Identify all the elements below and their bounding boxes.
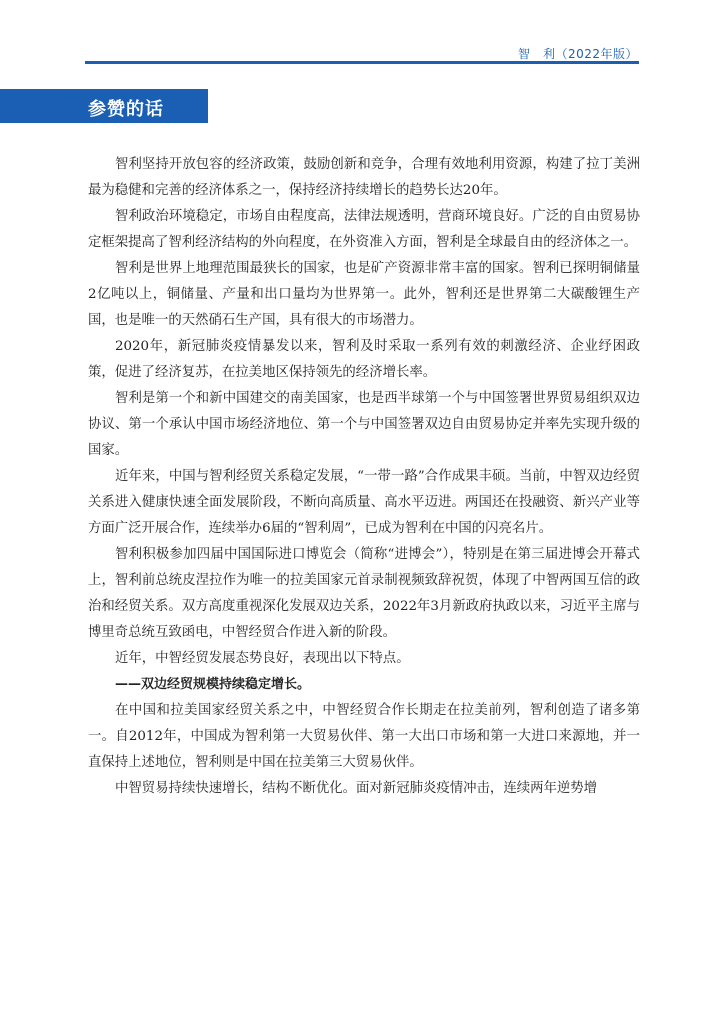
paragraph: 智利坚持开放包容的经济政策，鼓励创新和竞争，合理有效地利用资源，构建了拉丁美洲最为稳健和完善的经济体系之一，保持经济持续增长的趋势长达20年。 bbox=[88, 157, 640, 198]
paragraph: 2020年，新冠肺炎疫情暴发以来，智利及时采取一系列有效的刺激经济、企业纾困政策，促进了经济复苏，在拉美地区保持领先的经济增长率。 bbox=[88, 339, 640, 380]
paragraph: 近年，中智经贸发展态势良好，表现出以下特点。 bbox=[115, 651, 410, 666]
paragraph: 中智贸易持续快速增长，结构不断优化。面对新冠肺炎疫情冲击，连续两年逆势增 bbox=[115, 781, 598, 796]
section-title: 参赞的话 bbox=[88, 99, 164, 120]
paragraph: 智利政治环境稳定，市场自由程度高，法律法规透明，营商环境良好。广泛的自由贸易协定框架提高了智利经济结构的外向程度，在外资准入方面，智利是全球最自由的经济体之一。 bbox=[88, 209, 640, 250]
paragraph: 智利是第一个和新中国建交的南美国家，也是西半球第一个与中国签署世界贸易组织双边协议、第一个承认中国市场经济地位、第一个与中国签署双边自由贸易协定并率先实现升级的国家。 bbox=[88, 391, 640, 458]
paragraph: 智利是世界上地理范围最狭长的国家，也是矿产资源非常丰富的国家。智利已探明铜储量2亿吨以上，铜储量、产量和出口量均为世界第一。此外，智利还是世界第二大碳酸锂生产国，也是唯一的天然硝石生产国，具有很大的市场潜力。 bbox=[88, 261, 640, 328]
body-text bbox=[88, 152, 640, 802]
paragraph: 近年来，中国与智利经贸关系稳定发展，“一带一路”合作成果丰硕。当前，中智双边经贸关系进入健康快速全面发展阶段，不断向高质量、高水平迈进。两国还在投融资、新兴产业等方面广泛开展合作，连续举办6届的“智利周”，已成为智利在中国的闪亮名片。 bbox=[88, 469, 640, 536]
bold-subheading: ——双边经贸规模持续稳定增长。 bbox=[115, 677, 311, 692]
header-rule bbox=[85, 61, 639, 64]
paragraph: 智利积极参加四届中国国际进口博览会（简称“进博会”），特别是在第三届进博会开幕式上，智利前总统皮涅拉作为唯一的拉美国家元首录制视频致辞祝贺，体现了中智两国互信的政治和经贸关系。双方高度重视深化发展双边关系，2022年3月新政府执政以来，习近平主席与博里奇总统互致函电，中智经贸合作进入新的阶段。 bbox=[88, 547, 640, 640]
running-header-title: 智 利（2022年版） bbox=[517, 47, 638, 61]
paragraph: 在中国和拉美国家经贸关系之中，中智经贸合作长期走在拉美前列，智利创造了诸多第一。自2012年，中国成为智利第一大贸易伙伴、第一大出口市场和第一大进口来源地，并一直保持上述地位，智利则是中国在拉美第三大贸易伙伴。 bbox=[88, 703, 640, 770]
